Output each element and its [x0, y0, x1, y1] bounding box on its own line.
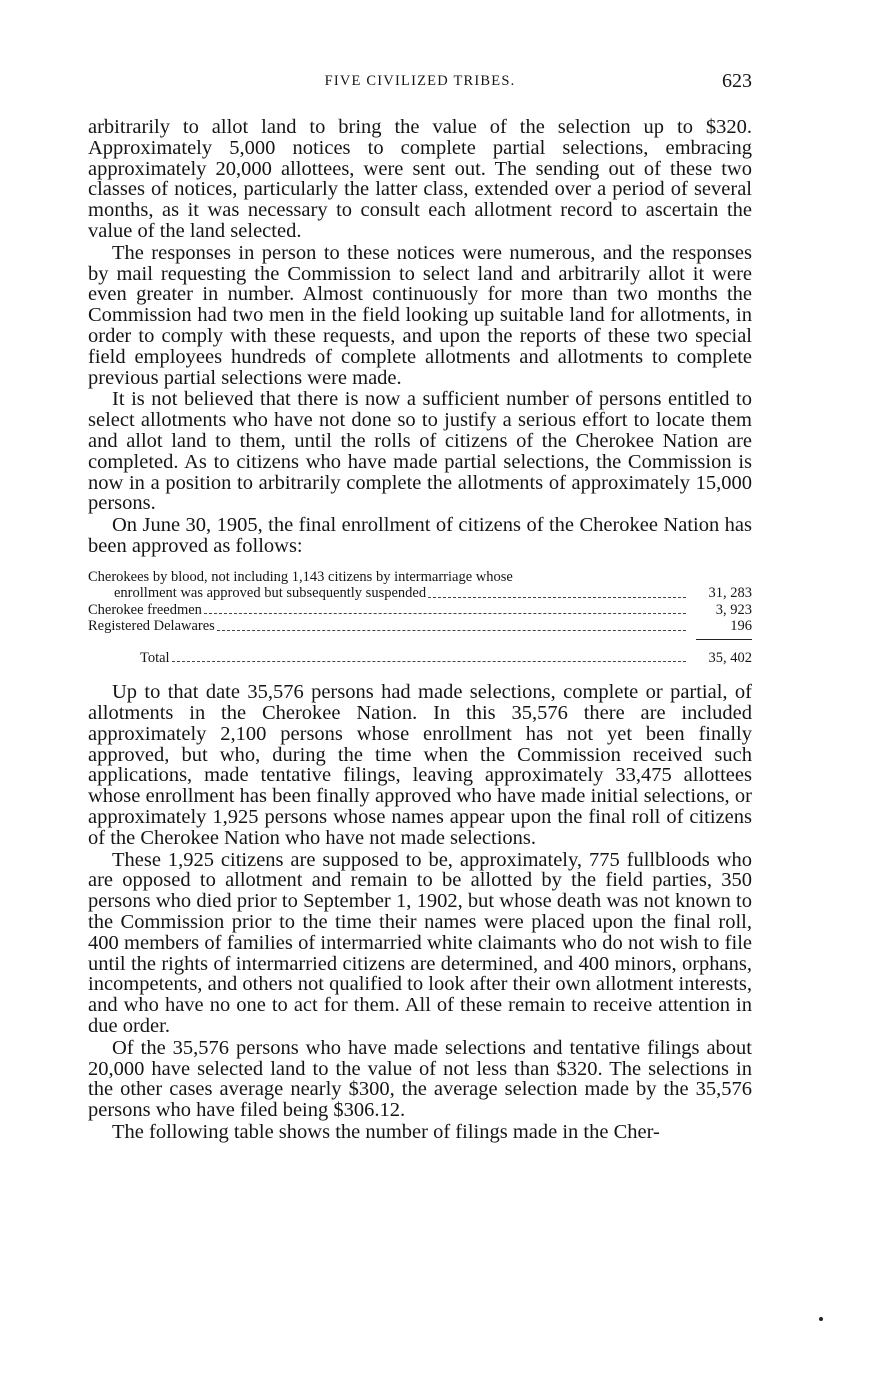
- page-number: 623: [722, 70, 752, 92]
- total-label: Total: [140, 649, 170, 666]
- row-label: Cherokee freedmen: [88, 601, 202, 618]
- row-value: 31, 283: [708, 585, 752, 602]
- running-title: FIVE CIVILIZED TRIBES.: [324, 73, 516, 89]
- total-value: 35, 402: [708, 649, 752, 666]
- paragraph-following-table: The following table shows the number of filings made in the Cher-: [112, 1120, 660, 1143]
- dot-leader: [217, 630, 686, 631]
- paragraph-continuation: arbitrarily to allot land to bring the value of the selection up to $320. Approximately 5,000 notices to complete partial selections, embracing approximately 20,000 allottees, were sent out. The sending out of these two classes of notices, particularly the latter class, extended over a period of several months, as it was necessary to consult each allotment record to ascertain the value of the land selected.: [88, 116, 752, 242]
- row-label: Cherokees by blood, not including 1,143 citizens by intermarriage whose: [88, 568, 513, 585]
- paragraph-citizens-breakdown: These 1,925 citizens are supposed to be, approximately, 775 fullbloods who are opposed to allotment and remain to be allotted by the field parties, 350 persons who died prior to September 1, 1902, but whose death was not known to the Commission prior to the time their names were placed upon the final roll, 400 members of families of intermarried white claimants who do not wish to file until the rights of intermarried citizens are determined, and 400 minors, orphans, incompetents, and others not qualified to look after their own allotment interests, and who have no one to act for them. All of these remain to receive attention in due order.: [88, 848, 752, 1037]
- row-label: Registered Delawares: [88, 618, 215, 635]
- page-header: [88, 70, 752, 94]
- total-rule: [696, 639, 752, 640]
- table-total-row: [88, 650, 752, 667]
- dot-leader: [204, 613, 686, 614]
- table-row: [88, 618, 752, 635]
- row-value: 3, 923: [715, 601, 752, 618]
- paragraphs-after-table: [88, 682, 752, 1143]
- paragraph-final-enrollment: On June 30, 1905, the final enrollment of citizens of the Cherokee Nation has been approved as follows:: [88, 514, 752, 557]
- dot-leader: [172, 661, 686, 662]
- table-row: [88, 569, 752, 586]
- table-row: [88, 602, 752, 619]
- row-label: enrollment was approved but subsequently suspended: [114, 585, 427, 602]
- table-row: [88, 585, 752, 602]
- row-value: 196: [730, 618, 752, 635]
- paragraph-average-selection: Of the 35,576 persons who have made selections and tentative filings about 20,000 have selected land to the value of not less than $320. The selections in the other cases average nearly $300, the average selection made by the 35,576 persons who have filed being $306.12.: [88, 1036, 752, 1122]
- body-text: [88, 117, 752, 1143]
- ink-speck: [819, 1317, 823, 1321]
- dot-leader: [428, 597, 686, 598]
- paragraph-responses: The responses in person to these notices were numerous, and the responses by mail requesting the Commission to select land and arbitrarily allot it were even greater in number. Almost continuously for more than two months the Commission had two men in the field looking up suitable land for allotments, in order to comply with these requests, and upon the reports of these two special field employees hundreds of complete allotments and allotments to complete previous partial selections were made.: [88, 241, 752, 389]
- paragraph-sufficient-number: It is not believed that there is now a sufficient number of persons entitled to select allotments who have not done so to justify a serious effort to locate them and allot land to them, until the rolls of citizens of the Cherokee Nation are completed. As to citizens who have made partial selections, the Commission is now in a position to arbitrarily complete the allotments of approximately 15,000 persons.: [88, 388, 752, 515]
- enrollment-table: [88, 569, 752, 667]
- paragraph-selections: Up to that date 35,576 persons had made selections, complete or partial, of allotments in the Cherokee Nation. In this 35,576 there are included approximately 2,100 persons whose enrollment has not yet been finally approved, but who, during the time when the Commission received such applications, made tentative filings, leaving approximately 33,475 allottees whose enrollment has been finally approved who have made initial selections, or approximately 1,925 persons whose names appear upon the final roll of citizens of the Cherokee Nation who have not made selections.: [88, 681, 752, 849]
